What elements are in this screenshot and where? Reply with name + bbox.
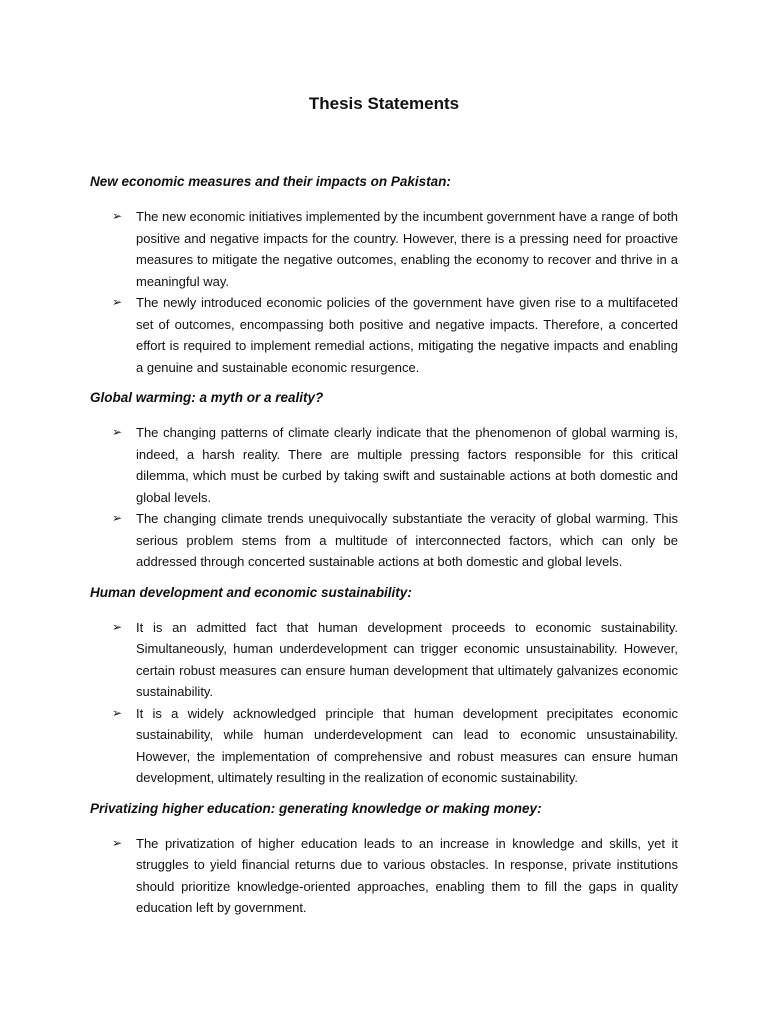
section-heading: Global warming: a myth or a reality? bbox=[90, 390, 324, 405]
list-item bbox=[90, 508, 678, 573]
list-item-text: It is a widely acknowledged principle that human development precipitates economic sustainability, while human underdevelopment can lead to economic unsustainability. However, the implementation of comprehensive and robust measures can ensure human development, ultimately resulting in the realization of economic sustainability. bbox=[136, 705, 678, 785]
list-item-text: The privatization of higher education leads to an increase in knowledge and skills, yet it struggles to yield financial returns due to various obstacles. In response, private institutions should prioritize knowledge-oriented approaches, enabling them to fill the gaps in quality education left by government. bbox=[136, 835, 678, 915]
bullet-list bbox=[90, 833, 678, 919]
list-item bbox=[90, 206, 678, 292]
list-item bbox=[90, 422, 678, 508]
list-item-text: The changing climate trends unequivocally substantiate the veracity of global warming. This serious problem stems from a multitude of interconnected factors, which can only be addressed through concerted sustainable actions at both domestic and global levels. bbox=[136, 511, 678, 569]
arrow-bullet-icon: ➢ bbox=[112, 425, 123, 439]
section-global-warming bbox=[90, 388, 678, 573]
section-heading: Human development and economic sustainability: bbox=[90, 584, 412, 600]
bullet-list bbox=[90, 422, 678, 573]
list-item-text: The changing patterns of climate clearly indicate that the phenomenon of global warming is, indeed, a harsh reality. There are multiple pressing factors responsible for this critical dilemma, which must be curbed by taking swift and sustainable actions at both domestic and global levels. bbox=[136, 425, 678, 505]
arrow-bullet-icon: ➢ bbox=[112, 835, 123, 850]
arrow-bullet-icon: ➢ bbox=[112, 295, 123, 309]
section-human-development bbox=[90, 583, 678, 789]
list-item bbox=[90, 703, 678, 789]
page-title: Thesis Statements bbox=[308, 94, 460, 113]
list-item-text: The new economic initiatives implemented by the incumbent government have a range of both positive and negative impacts for the country. However, there is a pressing need for proactive measures to mitigate the negative outcomes, enabling the economy to recover and thrive in a meaningful way. bbox=[136, 209, 678, 289]
list-item-text: The newly introduced economic policies of the government have given rise to a multifaceted set of outcomes, encompassing both positive and negative impacts. Therefore, a concerted effort is required to implement remedial actions, mitigating the negative impacts and enabling a genuine and sustainable economic resurgence. bbox=[136, 295, 678, 375]
list-item bbox=[90, 292, 678, 378]
bullet-list bbox=[90, 206, 678, 378]
section-heading: Privatizing higher education: generating knowledge or making money: bbox=[90, 800, 542, 816]
arrow-bullet-icon: ➢ bbox=[112, 209, 123, 223]
list-item bbox=[90, 833, 678, 919]
section-economic-measures bbox=[90, 172, 678, 378]
arrow-bullet-icon: ➢ bbox=[112, 511, 123, 525]
arrow-bullet-icon: ➢ bbox=[112, 619, 123, 634]
list-item-text: It is an admitted fact that human development proceeds to economic sustainability. Simultaneously, human underdevelopment can trigger economic unsustainability. However, certain robust measures can ensure human development that ultimately galvanizes economic sustainability. bbox=[136, 619, 678, 699]
list-item bbox=[90, 617, 678, 703]
bullet-list bbox=[90, 617, 678, 789]
arrow-bullet-icon: ➢ bbox=[112, 705, 123, 720]
section-privatizing-education bbox=[90, 799, 678, 919]
section-heading: New economic measures and their impacts on Pakistan: bbox=[90, 174, 451, 189]
